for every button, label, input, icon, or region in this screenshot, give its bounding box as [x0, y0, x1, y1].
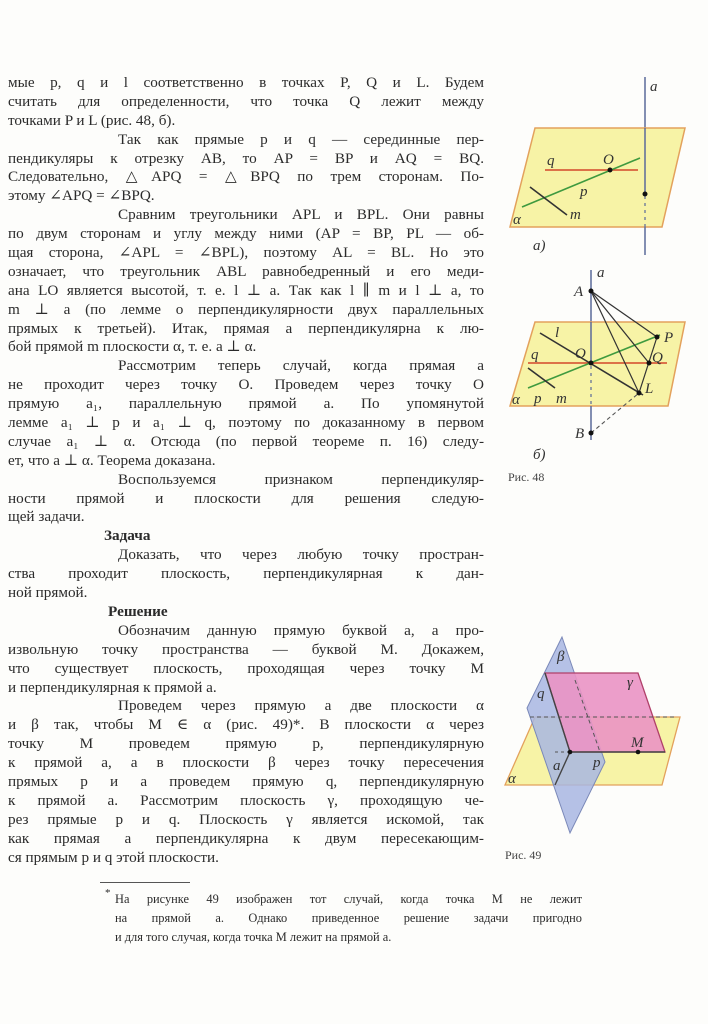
point-intersection: [643, 192, 648, 197]
text-line: Обозначим данную прямую буквой a, а про-: [118, 621, 484, 639]
label-O: O: [603, 152, 614, 168]
label-p: p: [580, 184, 588, 200]
text-line: извольную точку пространства — буквой M. Докажем,: [8, 640, 484, 658]
solution-heading: Решение: [108, 602, 168, 620]
label-m: m: [570, 207, 581, 223]
label-L: L: [645, 381, 654, 397]
text-line: случае a₁ ⊥ α. Отсюда (по первой теореме п. 16) следу-: [8, 432, 484, 450]
footnote-line: На рисунке 49 изображен тот случай, когда точка M не лежит: [115, 892, 582, 906]
label-a: a: [597, 265, 605, 281]
label-alpha: α: [513, 212, 521, 228]
text-line: Доказать, что через любую точку простран-: [118, 546, 484, 564]
text-line: прямых к третьей). Итак, прямая a перпендикулярна к лю-: [8, 319, 484, 337]
label-beta: β: [557, 649, 565, 665]
text-line: как прямая a перпендикулярна к двум пересекающим-: [8, 829, 484, 847]
label-a: a: [650, 79, 658, 95]
text-line: бой прямой m плоскости α, т. е. a ⊥ α.: [8, 338, 257, 356]
figure-caption: Рис. 48: [508, 470, 545, 484]
label-l: l: [555, 325, 560, 341]
footnote-marker: *: [105, 887, 111, 899]
text-line: ства проходит плоскость, перпендикулярная к дан-: [8, 565, 484, 583]
text-line: и β так, чтобы M ∈ α (рис. 49)*. В плоскости α через: [8, 716, 484, 734]
label-alpha: α: [508, 771, 516, 787]
label-p: p: [534, 391, 542, 407]
label-gamma: γ: [627, 675, 633, 691]
label-m: m: [556, 391, 567, 407]
plane-alpha: [510, 128, 685, 227]
text-line: к прямой a, а в плоскости β через точку пересечения: [8, 754, 484, 772]
task-heading: Задача: [104, 527, 151, 545]
text-line: Проведем через прямую a две плоскости α: [118, 697, 484, 715]
figure-48b: [508, 265, 685, 484]
text-line: Сравним треугольники APL и BPL. Они равны: [118, 206, 484, 224]
point-O: [589, 361, 594, 366]
text-line: мые p, q и l соответственно в точках P, Q и L. Будем: [8, 74, 484, 91]
text-line: означает, что треугольник ABL равнобедренный и его меди-: [8, 262, 484, 280]
label-q: q: [547, 153, 555, 169]
point-L: [637, 391, 642, 396]
label-q: q: [537, 686, 545, 702]
label-p: p: [593, 755, 601, 771]
text-line: ся прямым p и q этой плоскости.: [8, 848, 219, 866]
text-line: Рассмотрим теперь случай, когда прямая a: [118, 357, 484, 375]
text-line: ной прямой.: [8, 584, 88, 602]
text-line: этому ∠APQ = ∠BPQ.: [8, 187, 155, 205]
label-a: a: [553, 758, 561, 774]
text-line: ности прямой и плоскости для решения следую-: [8, 489, 484, 507]
text-line: и перпендикулярная к прямой a.: [8, 678, 217, 696]
footnote-line: на прямой a. Однако приведенное решение задачи пригодно: [115, 911, 582, 925]
point-Q: [647, 361, 652, 366]
label-M: M: [631, 735, 644, 751]
point-B: [589, 431, 594, 436]
label-B: B: [575, 426, 585, 442]
label-Q: Q: [652, 350, 663, 366]
text-line: прямую a₁, параллельную прямой a. По упомянутой: [8, 395, 484, 413]
label-O: O: [575, 346, 586, 362]
text-line: ет, что a ⊥ α. Теорема доказана.: [8, 451, 216, 469]
text-line: Следовательно, △APQ = △BPQ по трем сторонам. По-: [8, 168, 484, 186]
text-line: Так как прямые p и q — серединные пер-: [118, 130, 484, 148]
point-intersection: [568, 750, 573, 755]
figure-48a: [510, 77, 685, 255]
text-line: прямых p и a проведем прямую q, перпендикулярную: [8, 772, 484, 790]
point-P: [655, 335, 660, 340]
text-line: что существует плоскость, проходящая через точку M: [8, 659, 484, 677]
text-line: по двум сторонам и углу между ними (AP = BP, PL — об-: [8, 225, 484, 243]
text-line: рез прямые p и q. Плоскость γ является искомой, так: [8, 810, 484, 828]
subfigure-label: б): [533, 447, 546, 463]
subfigure-label: а): [533, 238, 546, 254]
text-line: m ⊥ a (по лемме о перпендикулярности двух параллельных: [8, 300, 484, 318]
footnote-line: и для того случая, когда точка M лежит на прямой a.: [115, 930, 392, 944]
point-O: [608, 168, 613, 173]
text-line: щей задачи.: [8, 508, 85, 526]
text-line: к прямой a. Рассмотрим плоскость γ, проходящую че-: [8, 791, 484, 809]
text-line: лемме a₁ ⊥ p и a₁ ⊥ q, поэтому по доказанному в первом: [8, 414, 484, 432]
text-line: ана LO является высотой, т. е. l ⊥ a. Так как l ∥ m и l ⊥ a, то: [8, 281, 484, 299]
text-line: Воспользуемся признаком перпендикуляр-: [118, 470, 484, 488]
label-A: A: [574, 284, 584, 300]
text-line: не проходит через точку O. Проведем через точку O: [8, 376, 484, 394]
label-P: P: [664, 330, 674, 346]
text-line: пендикуляры к отрезку AB, то AP = BP и AQ = BQ.: [8, 149, 484, 167]
point-A: [589, 289, 594, 294]
text-line: точку M проведем прямую p, перпендикулярную: [8, 735, 484, 753]
figure-49: [505, 637, 680, 862]
label-alpha: α: [512, 392, 520, 408]
text-line: точками P и L (рис. 48, б).: [8, 111, 176, 129]
label-q: q: [531, 347, 539, 363]
text-line: щая сторона, ∠APL = ∠BPL), поэтому AL = BL. Но это: [8, 244, 484, 262]
text-line: считать для определенности, что точка Q лежит между: [8, 92, 484, 110]
figure-caption: Рис. 49: [505, 848, 542, 862]
